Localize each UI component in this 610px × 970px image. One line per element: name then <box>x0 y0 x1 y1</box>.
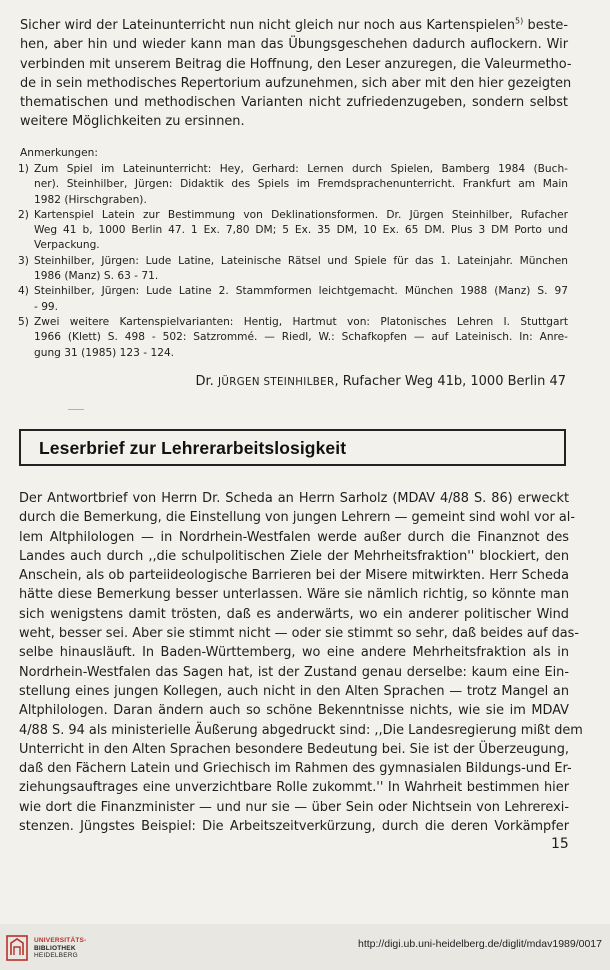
notes-title: Anmerkungen: <box>20 147 98 159</box>
footnote-line: - 99. <box>34 300 59 313</box>
footnote-number: 2) <box>18 208 29 221</box>
signature-address: , Rufacher Weg 41b, 1000 Berlin 47 <box>334 374 566 389</box>
library-logo-text <box>34 937 86 960</box>
source-url[interactable]: http://digi.ub.uni-heidelberg.de/diglit/mdav1989/0017 <box>357 938 602 950</box>
author-signature <box>196 374 566 389</box>
footnote-line: Verpackung. <box>34 239 100 252</box>
heading-underline <box>21 464 564 465</box>
intro-line: verbinden mit unserem Beitrag die Hoffnung, den Leser anzuregen, die Valeurmetho- <box>20 56 572 72</box>
letter-line: stellung eines jungen Kollegen, auch nicht in den Alten Sprachen — trotz Mangel an <box>19 683 569 699</box>
footnote-number: 4) <box>18 285 29 298</box>
intro-line: hen, aber hin und wieder kann man das Übungsgeschehen dadurch auflockern. Wir <box>20 37 568 53</box>
page-number: 15 <box>551 836 569 852</box>
footnote-line: Weg 41 b, 1000 Berlin 47. 1 Ex. 7,80 DM; 5 Ex. 35 DM, 10 Ex. 65 DM. Plus 3 DM Porto und <box>34 224 568 237</box>
footnote-number: 1) <box>18 163 29 175</box>
letter-line: sich wenigstens damit trösten, daß es anderwärts, wo ein anderer politischer Wind <box>19 606 569 622</box>
footnote-line: 1986 (Manz) S. 63 - 71. <box>34 270 159 283</box>
footnote-line: gung 31 (1985) 123 - 124. <box>34 346 175 359</box>
intro-line: weitere Möglichkeiten zu ersinnen. <box>20 114 245 130</box>
footnote-line: 1982 (Hirschgraben). <box>34 193 147 206</box>
letter-line: Anschein, als ob parteiideologische Barrieren bei der Misere mitwirkten. Herr Scheda <box>19 568 569 584</box>
letter-line: lem Altphilologen — in Nordrhein-Westfalen werde außer durch die Finanznot des <box>19 529 569 545</box>
footnote-line: Zum Spiel im Lateinunterricht: Hey, Gerhard: Lernen durch Spielen, Bamberg 1984 (Buch- <box>34 163 568 175</box>
intro-line: thematischen und methodischen Varianten nicht zufriedenzugeben, sondern selbst <box>20 95 568 111</box>
letter-line: Unterricht in den Alten Sprachen besondere Bedeutung bei. Sie ist der Überzeugung, <box>19 741 569 757</box>
intro-line: Sicher wird der Lateinunterricht nun nicht gleich nur noch aus Kartenspielen$^{5)}$ beste- <box>20 16 568 33</box>
letter-line: hätte diese Bemerkung besser unterlassen. Wäre sie nämlich richtig, so könnte man <box>19 587 569 603</box>
letter-line: ziehungsauftrages eine unverzichtbare Rolle zukommt.'' In Wahrheit bestimmen hier <box>19 780 569 796</box>
letter-body <box>19 489 583 836</box>
footnote-line: Steinhilber, Jürgen: Lude Latine, Lateinische Rätsel und Spiele für das 1. Lateinjahr. München <box>34 254 568 267</box>
section-heading: Leserbrief zur Lehrerarbeitslosigkeit <box>39 438 347 458</box>
footnote-number: 5) <box>18 315 29 328</box>
signature-name: JÜRGEN STEINHILBER <box>217 377 335 388</box>
signature-prefix: Dr. <box>195 374 218 389</box>
letter-line: selbe hinausläuft. In Baden-Württemberg, wo eine andere Mehrheitsfraktion als in <box>19 645 569 661</box>
letter-line: Der Antwortbrief von Herrn Dr. Scheda an Herrn Sarholz (MDAV 4/88 S. 86) erweckt <box>19 491 569 506</box>
letter-line: 4/88 S. 94 als ministerielle Äußerung abgedruckt sind: ,,Die Landesregierung mißt dem <box>19 722 583 738</box>
intro-line: de in sein methodisches Repertorium aufzunehmen, sich aber mit den hier gezeigten <box>20 75 572 91</box>
footnote-line: Kartenspiel Latein zur Bestimmung von Deklinationsformen. Dr. Jürgen Steinhilber, Rufacher <box>34 208 568 221</box>
logo-line: UNIVERSITÄTS- <box>34 937 87 944</box>
footnote <box>18 315 568 361</box>
logo-line: BIBLIOTHEK <box>34 944 76 952</box>
footnote-line: Steinhilber, Jürgen: Lude Latine 2. Stammformen leichtgemacht. München 1988 (Manz) S. 97 <box>34 285 568 298</box>
footnote <box>18 162 568 208</box>
intro-paragraph <box>20 16 572 132</box>
separator-dash <box>68 409 84 410</box>
viewer-footer <box>0 924 610 970</box>
logo-line: HEIDELBERG <box>34 952 78 959</box>
letter-line: stenzen. Jüngstes Beispiel: Die Arbeitszeitverkürzung, durch die deren Vorkämpfer <box>19 819 569 835</box>
letter-line: Nordrhein-Westfalen das Sagen hat, ist der Zustand genau derselbe: kaum eine Ein- <box>19 664 569 680</box>
letter-line: daß den Fächern Latein und Griechisch im Rahmen des gymnasialen Bildungs-und Er- <box>19 761 572 777</box>
section-heading-box <box>19 429 566 466</box>
letter-line: Altphilologen. Daran ändern auch so schöne Bekenntnisse nichts, wie sie im MDAV <box>19 703 569 719</box>
footnote-line: ner). Steinhilber, Jürgen: Didaktik des Spiels im Fremdsprachenunterricht. Frankfurt am Main <box>34 178 568 191</box>
footnote <box>18 208 568 254</box>
footnote-line: Zwei weitere Kartenspielvarianten: Hentig, Hartmut von: Platonisches Lehren I. Stuttgart <box>34 315 568 328</box>
letter-line: durch die Bemerkung, die Einstellung von jungen Lehrern — gemeint sind wohl vor al- <box>19 510 576 526</box>
letter-line: wie dort die Finanzminister — und nur sie — über Sein oder Nichtsein von Lehrerexi- <box>19 799 569 815</box>
library-logo-icon <box>6 935 28 961</box>
footnote <box>18 284 568 315</box>
footnote-number: 3) <box>18 254 29 267</box>
footnote <box>18 254 568 285</box>
letter-line: weht, besser sei. Aber sie stimmt nicht — oder sie stimmt so sehr, daß beides auf das- <box>19 626 580 642</box>
footnote-line: 1966 (Klett) S. 498 - 502: Satzrommé. — Riedl, W.: Schafkopfen — auf Lateinisch. In: Anre- <box>34 331 568 344</box>
footnotes-list <box>18 162 568 361</box>
letter-line: Landes auch durch ,,die schulpolitischen Ziele der Mehrheitsfraktion'' blockiert, den <box>19 548 569 564</box>
